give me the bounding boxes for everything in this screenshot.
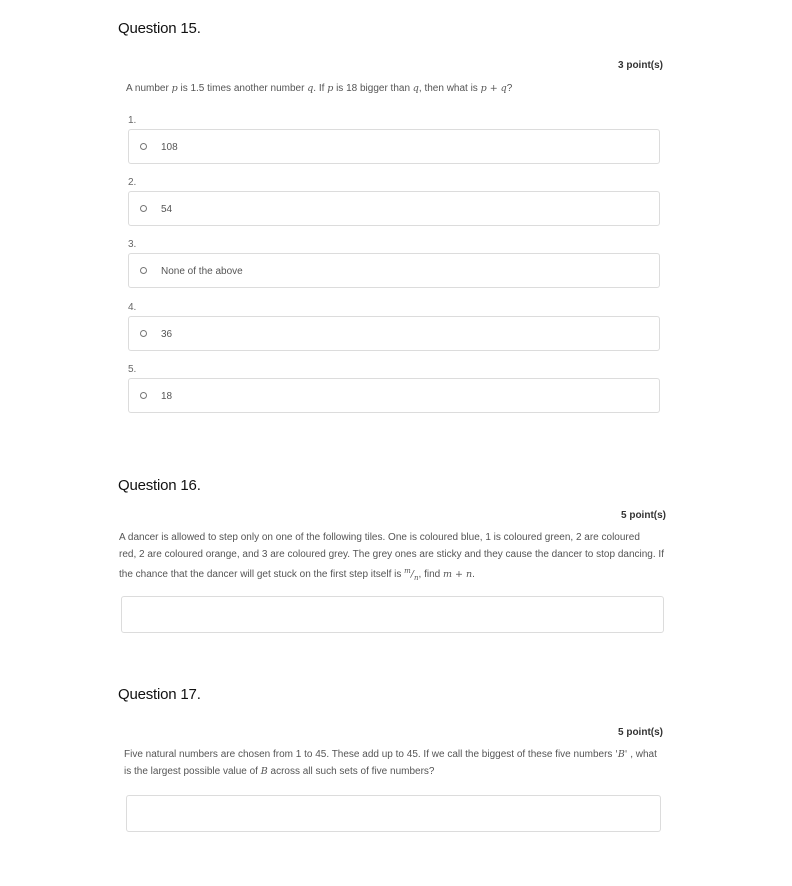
question-15-text: A number p is 1.5 times another number q. If p is 18 bigger than q, then what is p + q?	[126, 83, 513, 94]
option-54[interactable]	[128, 191, 660, 226]
question-17-text: Five natural numbers are chosen from 1 to 45. These add up to 45. If we call the biggest of these five numbers 'B' , what is the largest possible value of B across all such sets of five numbers?	[124, 749, 657, 777]
radio-button[interactable]	[140, 143, 147, 150]
question-17-points: 5 point(s)	[618, 727, 663, 738]
option-none-of-the-above[interactable]	[128, 253, 660, 288]
question-15-title: Question 15.	[118, 20, 201, 37]
option-36[interactable]	[128, 316, 660, 351]
option-number: 2.	[128, 177, 137, 188]
question-16-answer-input[interactable]	[121, 596, 664, 633]
question-16-points: 5 point(s)	[621, 510, 666, 521]
fraction-m-over-n: $^m/_n$	[404, 567, 419, 583]
option-18[interactable]	[128, 378, 660, 413]
radio-button[interactable]	[140, 392, 147, 399]
question-17-answer-input[interactable]	[126, 795, 661, 832]
option-number: 4.	[128, 302, 137, 313]
option-label: 54	[161, 204, 173, 215]
question-15-points: 3 point(s)	[618, 60, 663, 71]
radio-button[interactable]	[140, 267, 147, 274]
question-16-title: Question 16.	[118, 477, 201, 494]
option-label: 18	[161, 391, 173, 402]
option-label: 36	[161, 329, 173, 340]
option-number: 5.	[128, 364, 137, 375]
question-16-text: A dancer is allowed to step only on one of the following tiles. One is coloured blue, 1 is coloured green, 2 are coloured red, 2 are coloured orange, and 3 are coloured grey. The grey ones are sticky and they cause the dancer to stop dancing. If the chance that the dancer will get stuck on the first step itself is $^m/_n$, find m + n.	[119, 532, 664, 583]
radio-button[interactable]	[140, 205, 147, 212]
option-number: 1.	[128, 115, 137, 126]
question-17-title: Question 17.	[118, 686, 201, 703]
option-label: None of the above	[161, 266, 243, 277]
option-number: 3.	[128, 239, 137, 250]
option-108[interactable]	[128, 129, 660, 164]
radio-button[interactable]	[140, 330, 147, 337]
option-label: 108	[161, 142, 178, 153]
